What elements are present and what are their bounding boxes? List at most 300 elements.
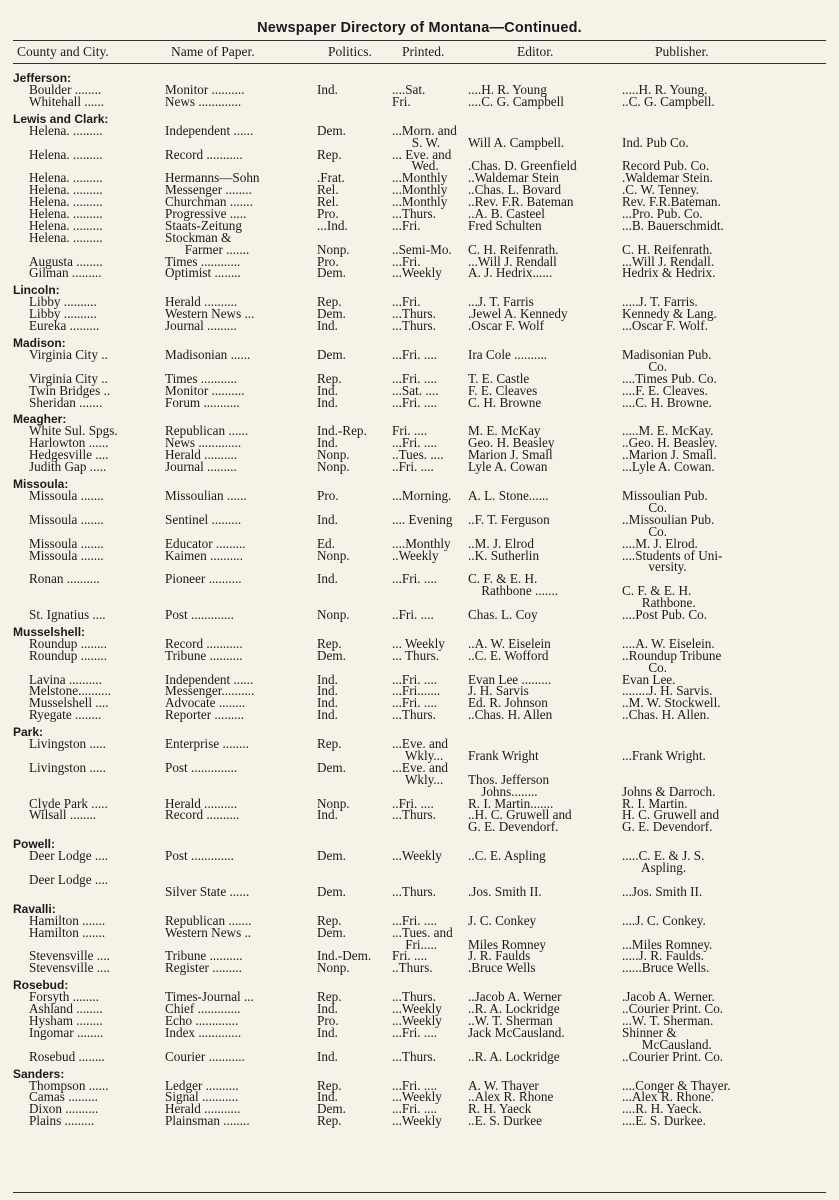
newspaper-entry <box>0 924 839 952</box>
publisher-cell: ..Courier Print. Co. <box>622 1048 724 1064</box>
politics-cell: Ind. <box>317 1089 338 1105</box>
city-cell: Sheridan ....... <box>29 394 103 410</box>
printed-cell: ...Fri. .... <box>392 695 438 711</box>
entry-line <box>0 490 839 502</box>
header-paper: Name of Paper. <box>171 44 255 59</box>
city-cell: Thompson ...... <box>29 1077 109 1093</box>
printed-cell: Fri. .... <box>392 423 428 439</box>
entry-line <box>0 547 839 563</box>
politics-cell: Pro. <box>317 1013 339 1028</box>
city-cell: Hamilton ....... <box>29 912 106 928</box>
city-cell: Camas ......... <box>29 1089 98 1105</box>
printed-cell: ...Fri. .... <box>392 435 438 451</box>
city-cell: Helena. ......... <box>29 229 103 245</box>
politics-cell: Ind. <box>317 571 338 587</box>
entry-line <box>0 511 839 527</box>
publisher-cell: ....Conger & Thayer. <box>622 1077 731 1093</box>
county-heading: Jefferson: <box>13 71 72 85</box>
politics-cell: Dem. <box>317 848 346 864</box>
publisher-cell: Aspling. <box>622 860 687 876</box>
paper-cell: Plainsman ........ <box>165 1113 250 1129</box>
paper-cell: Republican ....... <box>165 912 252 928</box>
printed-cell: ...Weekly <box>392 1001 442 1017</box>
publisher-cell: Ind. Pub Co. <box>622 134 689 150</box>
printed-cell: ...Monthly <box>392 170 448 186</box>
city-cell: Boulder ........ <box>29 82 102 97</box>
paper-cell: Messenger.......... <box>165 683 255 699</box>
bottom-rule <box>13 1192 826 1193</box>
editor-cell: Miles Romney <box>468 936 547 952</box>
printed-cell: Wkly... <box>392 771 444 787</box>
editor-cell: ..A. W. Eiselein <box>468 635 551 651</box>
printed-cell: ..Thurs. <box>392 960 433 976</box>
city-cell: Ryegate ........ <box>29 707 102 723</box>
editor-cell: ..C. E. Aspling <box>468 848 546 864</box>
publisher-cell: Co. <box>622 659 668 675</box>
paper-cell: Courier ........... <box>165 1048 245 1064</box>
paper-cell: Times ............ <box>165 253 241 269</box>
paper-cell: Missoulian ...... <box>165 488 247 504</box>
editor-cell: A. J. Hedrix...... <box>468 265 553 281</box>
publisher-cell: ..Geo. H. Beasley. <box>622 435 718 451</box>
publisher-cell: ....Students of Uni- <box>622 547 723 563</box>
printed-cell: ... Weekly <box>392 635 445 651</box>
politics-cell: Nonp. <box>317 459 350 475</box>
paper-cell: Optimist ........ <box>165 265 241 281</box>
entry-line <box>0 320 839 332</box>
paper-cell: News ............. <box>165 435 242 451</box>
politics-cell: Rep. <box>317 635 342 651</box>
editor-cell: Rathbone ....... <box>468 583 559 599</box>
politics-cell: Ind. <box>317 807 338 823</box>
printed-cell: ....Sat. <box>392 82 426 97</box>
publisher-cell: .....J. R. Faulds. <box>622 948 705 964</box>
entry-line <box>0 809 839 821</box>
printed-cell: ...Fri. .... <box>392 347 438 363</box>
editor-cell: ....C. G. Campbell <box>468 93 564 109</box>
politics-cell: Rep. <box>317 1077 342 1093</box>
newspaper-entry <box>0 217 839 233</box>
printed-cell: Wed. <box>392 158 439 174</box>
paper-cell: Journal ......... <box>165 318 237 334</box>
printed-cell: ...Thurs. <box>392 883 436 899</box>
county-heading: Missoula: <box>13 477 69 492</box>
politics-cell: Dem. <box>317 265 346 281</box>
printed-cell: ...Thurs. <box>392 318 436 334</box>
editor-cell: .Oscar F. Wolf <box>468 318 545 334</box>
printed-cell: ...Weekly <box>392 265 442 281</box>
paper-cell: Signal ........... <box>165 1089 239 1105</box>
newspaper-entry <box>0 647 839 675</box>
county-heading: Meagher: <box>13 412 67 427</box>
publisher-cell: Co. <box>622 358 668 374</box>
page-title: Newspaper Directory of Montana—Continued. <box>257 20 582 36</box>
printed-cell: ...Thurs. <box>392 206 436 222</box>
printed-cell: ... Thurs. <box>392 647 440 663</box>
entry-line <box>0 461 839 473</box>
city-cell: Forsyth ........ <box>29 989 99 1005</box>
newspaper-entry <box>0 490 839 514</box>
publisher-cell: ..C. G. Campbell. <box>622 93 715 109</box>
paper-cell: Madisonian ...... <box>165 347 251 363</box>
printed-cell: ...Eve. and <box>392 759 449 775</box>
printed-cell: ... Eve. and <box>392 146 452 162</box>
politics-cell: Ind.-Rep. <box>317 423 367 439</box>
printed-cell: ...Fri. <box>392 217 421 233</box>
paper-cell: Times ........... <box>165 370 238 386</box>
publisher-cell: Johns & Darroch. <box>622 783 716 799</box>
paper-cell: Monitor .......... <box>165 82 245 97</box>
entry-line <box>0 1024 839 1040</box>
newspaper-entry <box>0 461 839 473</box>
printed-cell: ...Fri. <box>392 253 421 269</box>
city-cell: Clyde Park ..... <box>29 795 108 811</box>
printed-cell: ...Fri. .... <box>392 370 438 386</box>
directory-listing <box>0 72 839 1127</box>
entry-line <box>0 1115 839 1127</box>
header-rule <box>13 63 826 64</box>
printed-cell: Fri. .... <box>392 948 428 964</box>
city-cell: Helena. ......... <box>29 206 103 222</box>
entry-line <box>0 394 839 410</box>
printed-cell: ...Sat. .... <box>392 382 439 398</box>
publisher-cell: Shinner & <box>622 1024 677 1040</box>
publisher-cell: .C. W. Tenney. <box>622 182 700 198</box>
city-cell: Musselshell .... <box>29 695 109 711</box>
editor-cell: Marion J. Small <box>468 447 553 463</box>
paper-cell: Ledger .......... <box>165 1077 239 1093</box>
paper-cell: Herald .......... <box>165 294 238 310</box>
paper-cell: Tribune .......... <box>165 948 243 964</box>
publisher-cell: C. F. & E. H. <box>622 583 692 599</box>
politics-cell: Pro. <box>317 206 339 222</box>
newspaper-entry <box>0 1115 839 1127</box>
newspaper-entry <box>0 349 839 373</box>
city-cell: Virginia City .. <box>29 370 108 386</box>
politics-cell: Pro. <box>317 488 339 504</box>
city-cell: Deer Lodge .... <box>29 871 109 887</box>
paper-cell: Independent ...... <box>165 671 254 687</box>
editor-cell: G. E. Devendorf. <box>468 819 559 835</box>
paper-cell: Echo ............. <box>165 1013 239 1028</box>
paper-cell: Forum ........... <box>165 394 240 410</box>
editor-cell: ..F. T. Ferguson <box>468 511 550 527</box>
newspaper-entry <box>0 850 839 874</box>
paper-cell: Silver State ...... <box>165 883 250 899</box>
politics-cell: Rel. <box>317 182 339 198</box>
county-heading: Ravalli: <box>13 901 56 916</box>
city-cell: Livingston ..... <box>29 736 106 752</box>
printed-cell: Wkly... <box>392 747 444 763</box>
editor-cell: Geo. H. Beasley <box>468 435 555 451</box>
politics-cell: Nonp. <box>317 795 350 811</box>
county-heading: Lewis and Clark: <box>13 111 109 126</box>
editor-cell: Evan Lee ......... <box>468 671 552 687</box>
city-cell: Hamilton ....... <box>29 924 106 940</box>
printed-cell: ...Thurs. <box>392 707 436 723</box>
city-cell: Helena. ......... <box>29 122 103 138</box>
printed-cell: ..Fri. .... <box>392 459 434 475</box>
paper-cell: Record ........... <box>165 635 243 651</box>
editor-cell: ...Will J. Rendall <box>468 253 557 269</box>
paper-cell: Register ......... <box>165 960 242 976</box>
politics-cell: Nonp. <box>317 241 350 257</box>
editor-cell: T. E. Castle <box>468 370 530 386</box>
publisher-cell: Co. <box>622 499 668 515</box>
politics-cell: Dem. <box>317 759 346 775</box>
paper-cell: Record ........... <box>165 146 243 162</box>
city-cell: Deer Lodge .... <box>29 848 109 864</box>
printed-cell: ...Thurs. <box>392 807 436 823</box>
politics-cell: Ind. <box>317 695 338 711</box>
top-rule <box>13 40 826 41</box>
editor-cell: ..Chas. H. Allen <box>468 707 553 723</box>
printed-cell: ....Monthly <box>392 535 451 551</box>
header-editor: Editor. <box>517 44 554 59</box>
paper-cell: Chief ............. <box>165 1001 241 1017</box>
editor-cell: .Bruce Wells <box>468 960 536 976</box>
editor-cell: C. H. Browne <box>468 394 542 410</box>
editor-cell: ..Rev. F.R. Bateman <box>468 194 574 210</box>
city-cell: Missoula ....... <box>29 547 104 563</box>
city-cell: Helena. ......... <box>29 194 103 210</box>
publisher-cell: .Jacob A. Werner. <box>622 989 715 1005</box>
editor-cell: Jack McCausland. <box>468 1024 565 1040</box>
entry-line <box>0 883 839 899</box>
editor-cell: ..Chas. L. Bovard <box>468 182 562 198</box>
city-cell: Twin Bridges .. <box>29 382 111 398</box>
city-cell: Eureka ......... <box>29 318 100 334</box>
politics-cell: Dem. <box>317 122 346 138</box>
paper-cell: Hermanns—Sohn <box>165 170 260 186</box>
politics-cell: Ind. <box>317 1024 338 1040</box>
publisher-cell: .....C. E. & J. S. <box>622 848 705 864</box>
publisher-cell: ...Lyle A. Cowan. <box>622 459 715 475</box>
city-cell: White Sul. Spgs. <box>29 423 118 439</box>
politics-cell: Ind. <box>317 511 338 527</box>
editor-cell: Johns........ <box>468 783 538 799</box>
paper-cell: Tribune .......... <box>165 647 243 663</box>
paper-cell: Stockman & <box>165 229 232 245</box>
newspaper-entry <box>0 809 839 833</box>
politics-cell: Dem. <box>317 883 346 899</box>
city-cell: Missoula ....... <box>29 488 104 504</box>
printed-cell: ..Fri. .... <box>392 606 434 622</box>
editor-cell: ..Alex R. Rhone <box>468 1089 554 1105</box>
editor-cell: ..M. J. Elrod <box>468 535 534 551</box>
editor-cell: R. I. Martin....... <box>468 795 554 811</box>
editor-cell: J. R. Faulds <box>468 948 531 964</box>
politics-cell: Rep. <box>317 989 342 1005</box>
newspaper-entry <box>0 1048 839 1064</box>
paper-cell: Reporter ......... <box>165 707 245 723</box>
editor-cell: R. H. Yaeck <box>468 1101 532 1117</box>
paper-cell: Herald .......... <box>165 795 238 811</box>
politics-cell: Ind. <box>317 82 338 97</box>
publisher-cell: Co. <box>622 523 668 539</box>
publisher-cell: ...Jos. Smith II. <box>622 883 703 899</box>
city-cell: Ingomar ........ <box>29 1024 104 1040</box>
publisher-cell: ....J. C. Conkey. <box>622 912 706 928</box>
paper-cell: Index ............. <box>165 1024 242 1040</box>
header-county-city: County and City. <box>17 44 109 59</box>
printed-cell: ...Weekly <box>392 1089 442 1105</box>
header-printed: Printed. <box>402 44 445 59</box>
editor-cell: Ed. R. Johnson <box>468 695 548 711</box>
printed-cell: ...Thurs. <box>392 989 436 1005</box>
newspaper-entry <box>0 146 839 174</box>
politics-cell: Ind.-Dem. <box>317 948 372 964</box>
politics-cell: Ind. <box>317 1001 338 1017</box>
paper-cell: Progressive ..... <box>165 206 247 222</box>
editor-cell: Chas. L. Coy <box>468 606 538 622</box>
politics-cell: Dem. <box>317 347 346 363</box>
politics-cell: Ind. <box>317 683 338 699</box>
entry-line <box>0 606 839 622</box>
printed-cell: S. W. <box>392 134 441 150</box>
printed-cell: ...Fri. .... <box>392 1024 438 1040</box>
publisher-cell: ...Miles Romney. <box>622 936 713 952</box>
entry-line <box>0 267 839 279</box>
city-cell: Hedgesville .... <box>29 447 109 463</box>
newspaper-entry <box>0 573 839 609</box>
publisher-cell: ....F. E. Cleaves. <box>622 382 708 398</box>
publisher-cell: Evan Lee. <box>622 671 676 687</box>
politics-cell: Rep. <box>317 912 342 928</box>
paper-cell: Independent ...... <box>165 122 254 138</box>
politics-cell: Dem. <box>317 924 346 940</box>
city-cell: Hysham ........ <box>29 1013 103 1028</box>
printed-cell: ...Thurs. <box>392 306 436 322</box>
paper-cell: Monitor .......... <box>165 382 245 398</box>
paper-cell: Educator ......... <box>165 535 246 551</box>
city-cell: Libby .......... <box>29 294 97 310</box>
printed-cell: ...Weekly <box>392 1013 442 1028</box>
paper-cell: Kaimen .......... <box>165 547 244 563</box>
politics-cell: .Frat. <box>317 170 345 186</box>
publisher-cell: Kennedy & Lang. <box>622 306 717 322</box>
newspaper-entry <box>0 511 839 539</box>
entry-line <box>0 850 839 862</box>
publisher-cell: ..Chas. H. Allen. <box>622 707 710 723</box>
entry-line <box>0 585 839 597</box>
publisher-cell: Rathbone. <box>622 595 696 611</box>
publisher-cell: ..Marion J. Small. <box>622 447 717 463</box>
paper-cell: News ............. <box>165 93 242 109</box>
paper-cell: Western News ... <box>165 306 255 322</box>
city-cell: Stevensville .... <box>29 960 110 976</box>
politics-cell: Nonp. <box>317 960 350 976</box>
printed-cell: ...Monthly <box>392 182 448 198</box>
entry-line <box>0 217 839 233</box>
publisher-cell: Missoulian Pub. <box>622 488 708 504</box>
county-heading: Madison: <box>13 336 66 351</box>
printed-cell: ...Morn. and <box>392 122 457 138</box>
editor-cell: J. C. Conkey <box>468 912 537 928</box>
city-cell: Ashland ........ <box>29 1001 103 1017</box>
editor-cell: Frank Wright <box>468 747 539 763</box>
politics-cell: Dem. <box>317 1101 346 1117</box>
publisher-cell: ...B. Bauerschmidt. <box>622 217 724 233</box>
city-cell: Melstone.......... <box>29 683 112 699</box>
entry-line <box>0 93 839 109</box>
publisher-cell: ....Times Pub. Co. <box>622 370 717 386</box>
politics-cell: Rep. <box>317 1113 342 1129</box>
printed-cell: ...Monthly <box>392 194 448 210</box>
publisher-cell: ...Pro. Pub. Co. <box>622 206 703 222</box>
politics-cell: Nonp. <box>317 606 350 622</box>
city-cell: Helena. ......... <box>29 217 103 233</box>
editor-cell: .Chas. D. Greenfield <box>468 158 577 174</box>
paper-cell: Post ............. <box>165 606 234 622</box>
printed-cell: ...Morning. <box>392 488 452 504</box>
county-heading: Lincoln: <box>13 283 60 298</box>
city-cell: Missoula ....... <box>29 535 104 551</box>
city-cell: Augusta ........ <box>29 253 103 269</box>
publisher-cell: versity. <box>622 559 687 575</box>
politics-cell: Ind. <box>317 394 338 410</box>
city-cell: Stevensville .... <box>29 948 110 964</box>
editor-cell: .Jewel A. Kennedy <box>468 306 568 322</box>
newspaper-entry <box>0 759 839 799</box>
printed-cell: ...Fri. .... <box>392 1077 438 1093</box>
city-cell: Judith Gap ..... <box>29 459 107 475</box>
county-heading: Musselshell: <box>13 624 86 639</box>
paper-cell: Post .............. <box>165 759 238 775</box>
printed-cell: ..Weekly <box>392 547 439 563</box>
editor-cell: C. F. & E. H. <box>468 571 538 587</box>
paper-cell: Western News .. <box>165 924 252 940</box>
editor-cell: Will A. Campbell. <box>468 134 565 150</box>
entry-line <box>0 573 839 585</box>
printed-cell: ..Fri. .... <box>392 795 434 811</box>
politics-cell: Pro. <box>317 253 339 269</box>
printed-cell: ...Weekly <box>392 1113 442 1129</box>
city-cell: Roundup ........ <box>29 635 108 651</box>
paper-cell: Sentinel ......... <box>165 511 242 527</box>
publisher-cell: ...W. T. Sherman. <box>622 1013 714 1028</box>
publisher-cell: ........J. H. Sarvis. <box>622 683 713 699</box>
city-cell: Roundup ........ <box>29 647 108 663</box>
editor-cell: Ira Cole .......... <box>468 347 548 363</box>
politics-cell: Ind. <box>317 1048 338 1064</box>
printed-cell: Fri..... <box>392 936 438 952</box>
publisher-cell: ..Roundup Tribune <box>622 647 722 663</box>
editor-cell: ..E. S. Durkee <box>468 1113 542 1129</box>
publisher-cell: Hedrix & Hedrix. <box>622 265 716 281</box>
editor-cell: C. H. Reifenrath. <box>468 241 559 257</box>
printed-cell: ...Fri. .... <box>392 571 438 587</box>
city-cell: Rosebud ........ <box>29 1048 105 1064</box>
publisher-cell: ..Missoulian Pub. <box>622 511 715 527</box>
politics-cell: Nonp. <box>317 447 350 463</box>
publisher-cell: ......Bruce Wells. <box>622 960 710 976</box>
publisher-cell: Rev. F.R.Bateman. <box>622 194 721 210</box>
city-cell: Plains ......... <box>29 1113 95 1129</box>
newspaper-entry <box>0 122 839 150</box>
city-cell: Libby .......... <box>29 306 97 322</box>
newspaper-entry <box>0 547 839 575</box>
printed-cell: ...Tues. and <box>392 924 453 940</box>
editor-cell: ..A. B. Casteel <box>468 206 545 222</box>
entry-line <box>0 1048 839 1064</box>
entry-line <box>0 647 839 663</box>
editor-cell: F. E. Cleaves <box>468 382 538 398</box>
newspaper-entry <box>0 709 839 721</box>
newspaper-entry <box>0 320 839 332</box>
editor-cell: ..C. E. Wofford <box>468 647 549 663</box>
politics-cell: Ind. <box>317 707 338 723</box>
